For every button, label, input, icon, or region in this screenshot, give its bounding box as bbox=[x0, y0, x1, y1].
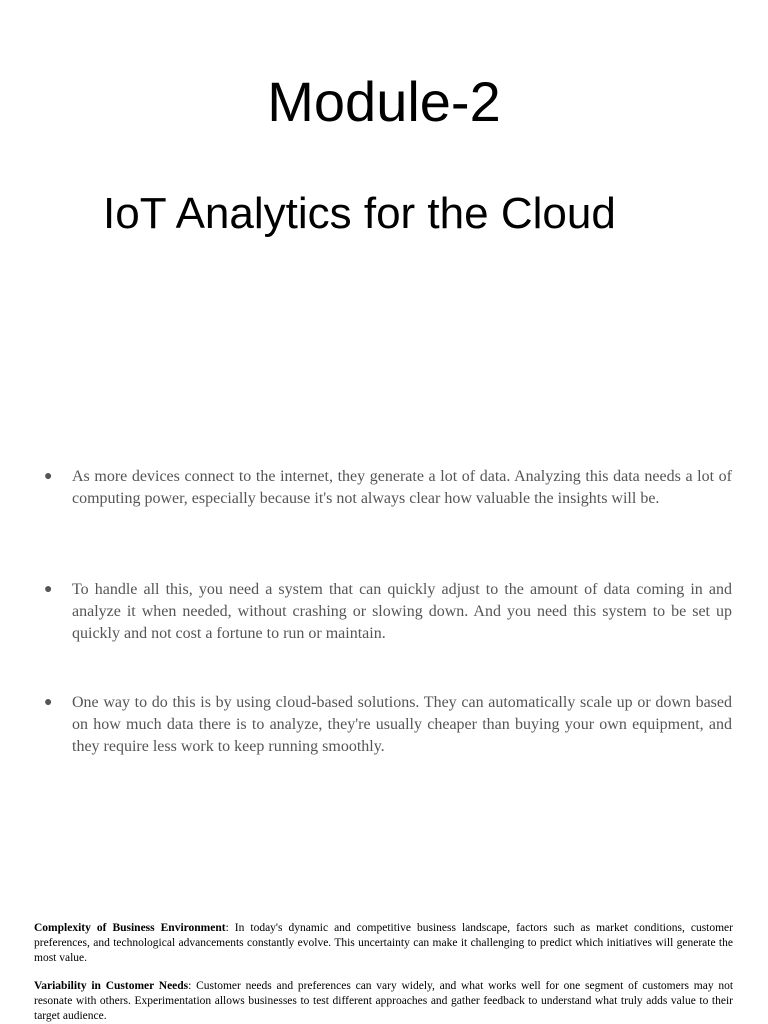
note-term: Variability in Customer Needs bbox=[34, 979, 189, 992]
bullet-text: To handle all this, you need a system that can quickly adjust to the amount of data coming in and analyze it when needed, without crashing or slowing down. And you need this system to be set up quickly and not cost a fortune to run or maintain. bbox=[72, 581, 732, 642]
bullet-item bbox=[44, 579, 732, 645]
note-text: : In today's dynamic and competitive business landscape, factors such as market conditions, customer preferences, and technological advancements constantly evolve. This uncertainty can make it challenging to predict which initiatives will generate the most value. bbox=[34, 921, 733, 964]
note-term: Complexity of Business Environment bbox=[34, 921, 226, 934]
bullet-icon: ● bbox=[44, 695, 53, 710]
page-title: Module-2 bbox=[267, 70, 501, 133]
note-text: : Customer needs and preferences can vary widely, and what works well for one segment of customers may not resonate with others. Experimentation allows businesses to test different approaches and gather feedback to understand what truly adds value to their target audience. bbox=[34, 979, 734, 1022]
note-paragraph bbox=[34, 921, 733, 966]
bullet-icon: ● bbox=[44, 582, 53, 597]
bullet-text: As more devices connect to the internet, they generate a lot of data. Analyzing this data needs a lot of computing power, especially because it's not always clear how valuable the insights will be. bbox=[72, 468, 732, 507]
page-subtitle: IoT Analytics for the Cloud bbox=[103, 189, 616, 238]
bullet-icon: ● bbox=[44, 469, 53, 484]
bullet-text: One way to do this is by using cloud-based solutions. They can automatically scale up or down based on how much data there is to analyze, they're usually cheaper than buying your own equipment, and they require less work to keep running smoothly. bbox=[72, 694, 732, 755]
note-paragraph bbox=[34, 979, 733, 1024]
bullet-item bbox=[44, 692, 732, 758]
bullet-item bbox=[44, 466, 732, 510]
